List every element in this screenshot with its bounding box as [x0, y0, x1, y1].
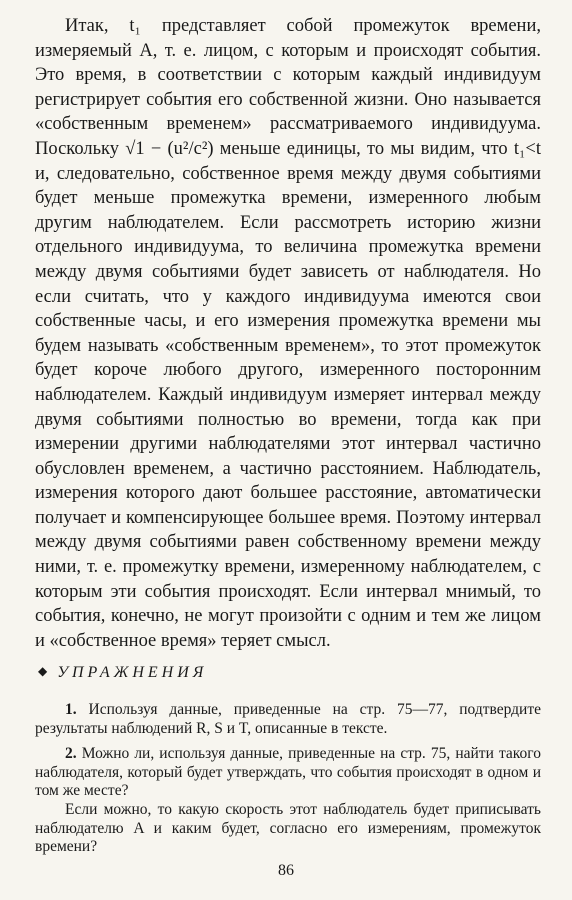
- exercise-2: [35, 745, 541, 801]
- page-number: 86: [278, 862, 294, 879]
- exercises-heading: [38, 664, 207, 682]
- exercise-2-text: Можно ли, используя данные, приведенные на стр. 75, найти такого наблюдателя, который будет утверждать, что события происходят в одном и том же месте?: [35, 745, 542, 800]
- exercise-1: [35, 701, 541, 738]
- exercise-1-number: 1.: [65, 701, 77, 718]
- diamond-bullet-icon: ◆: [38, 664, 48, 678]
- exercise-1-text: Используя данные, приведенные на стр. 75—77, подтвердите результаты наблюдений R, S и T, описанные в тексте.: [35, 701, 541, 737]
- exercise-2-followup: Если можно, то какую скорость этот наблюдатель будет приписывать наблюдателю A и каким будет, согласно его измерениям, промежуток времени?: [35, 801, 541, 856]
- exercises-heading-label: УПРАЖНЕНИЯ: [57, 664, 208, 681]
- main-paragraph: Итак, t₁ представляет собой промежуток времени, измеряемый A, т. е. лицом, с которым и происходят события. Это время, в соответствии с которым каждый индивидуум регистрирует события его собственной жизни. Оно называется «собственным временем» рассматриваемого индивидуума. Поскольку √1 − (u²/c²) меньше единицы, то мы видим, что t₁<t и, следовательно, собственное время между двумя событиями будет меньше промежутка времени, измеренного любым другим наблюдателем. Если рассмотреть историю жизни отдельного индивидуума, то величина промежутка времени между двумя событиями будет зависеть от наблюдателя. Но если считать, что у каждого индивидуума имеются свои собственные часы, и его измерения промежутка времени мы будем называть «собственным временем», то этот промежуток будет короче любого другого, измеренного посторонним наблюдателем. Каждый индивидуум измеряет интервал между двумя событиями полностью во времени, тогда как при измерении другими наблюдателями этот интервал частично обусловлен временем, а частично расстоянием. Наблюдатель, измерения которого дают большее расстояние, автоматически получает и компенсирующее большее время. Поэтому интервал между двумя событиями равен собственному времени между ними, т. е. промежутку времени, измеренному наблюдателем, с которым эти события происходят. Если интервал мнимый, то события, конечно, не могут произойти с одним и тем же лицом и «собственное время» теряет смысл.: [35, 16, 541, 651]
- exercise-2-number: 2.: [65, 745, 77, 762]
